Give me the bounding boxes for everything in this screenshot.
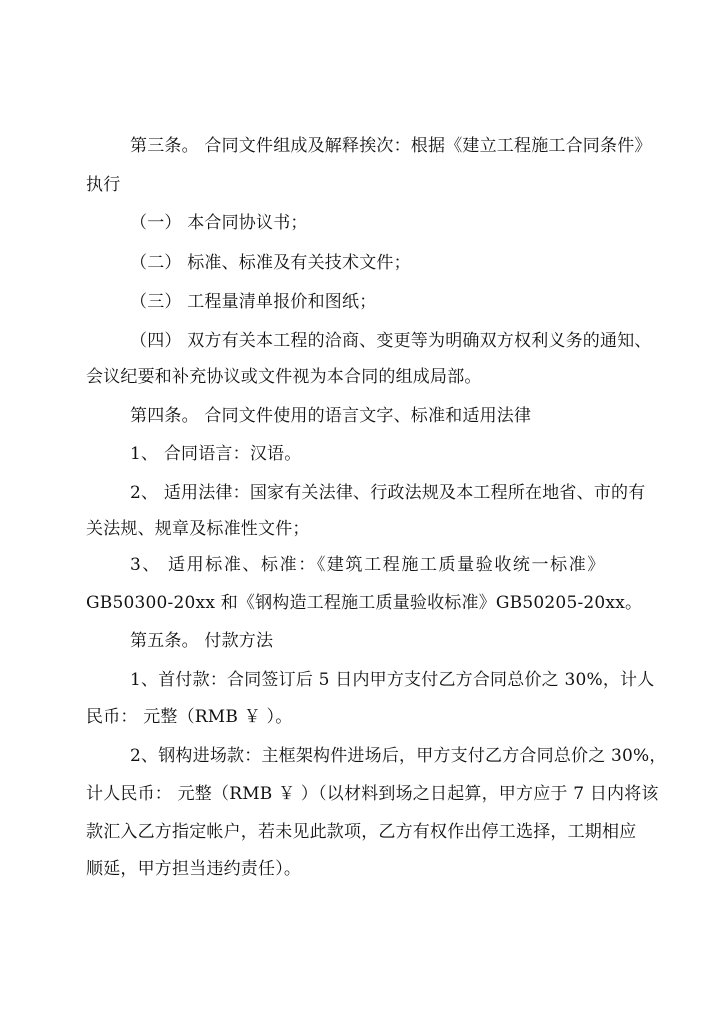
article-3-heading: 第三条。 合同文件组成及解释挨次：根据《建立工程施工合同条件》 [130, 136, 652, 156]
paragraph-line: 执行 [86, 175, 121, 195]
clause-2: 2、 适用法律：国家有关法律、行政法规及本工程所在地省、市的有 [130, 483, 646, 503]
article-4-heading: 第四条。 合同文件使用的语言文字、标准和适用法律 [130, 406, 532, 426]
article-5-heading: 第五条。 付款方法 [130, 631, 274, 651]
list-item-2: （二） 标准、标准及有关技术文件； [130, 253, 411, 273]
list-item-4: （四） 双方有关本工程的洽商、变更等为明确双方权利义务的通知、 [130, 331, 652, 351]
payment-2: 2、钢构进场款：主框架构件进场后，甲方支付乙方合同总价之 30%， [130, 746, 667, 766]
list-item-1: （一） 本合同协议书； [130, 213, 308, 233]
paragraph-line: 会议纪要和补充协议或文件视为本合同的组成局部。 [86, 367, 482, 387]
payment-1: 1、首付款：合同签订后 5 日内甲方支付乙方合同总价之 30%，计人 [130, 670, 655, 690]
list-item-3: （三） 工程量清单报价和图纸； [130, 292, 377, 312]
clause-1: 1、 合同语言：汉语。 [130, 444, 302, 464]
paragraph-line: 民币： 元整（RMB ￥ ）。 [86, 707, 293, 727]
clause-3: 3、 适用标准、标准：《建筑工程施工质量验收统一标准》 [130, 555, 606, 575]
paragraph-line: 款汇入乙方指定帐户，若未见此款项，乙方有权作出停工选择，工期相应 [86, 822, 637, 842]
paragraph-line: 顺延，甲方担当违约责任）。 [86, 859, 302, 879]
paragraph-line: 计人民币： 元整（RMB ￥ ）（以材料到场之日起算，甲方应于 7 日内将该 [86, 784, 659, 804]
paragraph-line: GB50300-20xx 和《钢构造工程施工质量验收标准》GB50205-20xx。 [86, 593, 643, 613]
paragraph-line: 关法规、规章及标准性文件； [86, 519, 310, 539]
